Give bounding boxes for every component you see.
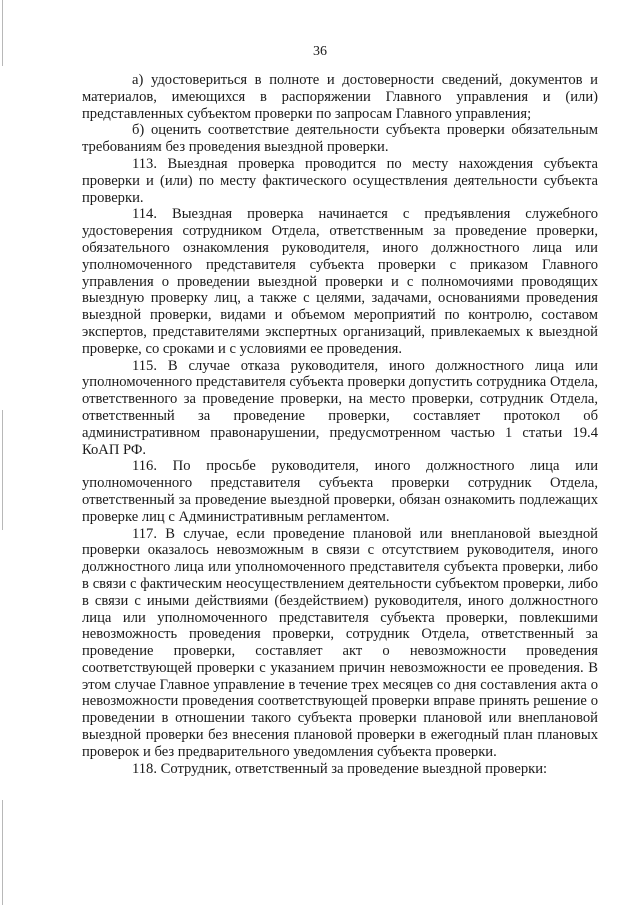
paragraph-113: 113. Выездная проверка проводится по месту нахождения субъекта проверки и (или) по месту фактического осуществления деятельности субъекта проверки. [82, 155, 598, 206]
paragraph-114: 114. Выездная проверка начинается с предъявления служебного удостоверения сотрудником Отдела, ответственным за проведение проверки, обязательного ознакомления руководителя, иного должностного лица или уполномоченного представителя субъекта проверки с приказом Главного управления о проведении выездной проверки и с полномочиями проводящих выездную проверку лиц, а также с целями, задачами, основаниями проведения выездной проверки, видами и объемом мероприятий по контролю, составом экспертов, представителями экспертных организаций, привлекаемых к выездной проверке, со сроками и с условиями ее проведения. [82, 206, 598, 357]
scan-edge-line [2, 800, 3, 905]
page-number: 36 [313, 44, 327, 59]
paragraph-117: 117. В случае, если проведение плановой или внеплановой выездной проверки оказалось невозможным в связи с отсутствием руководителя, иного должностного лица или уполномоченного представителя субъекта проверки, либо в связи с фактическим неосуществлением деятельности субъектом проверки, либо в связи с иными действиями (бездействием) руководителя, иного должностного лица или уполномоченного представителя субъекта проверки, повлекшими невозможность проведения проверки, сотрудник Отдела, ответственный за проведение проверки, составляет акт о невозможности проведения соответствующей проверки с указанием причин невозможности ее проведения. В этом случае Главное управление в течение трех месяцев со дня составления акта о невозможности проведения соответствующей проверки вправе принять решение о проведении в отношении такого субъекта проверки плановой или внеплановой выездной проверки без внесения плановой проверки в ежегодный план плановых проверок и без предварительного уведомления субъекта проверки. [82, 525, 598, 760]
document-body [82, 72, 598, 777]
paragraph-115: 115. В случае отказа руководителя, иного должностного лица или уполномоченного представителя субъекта проверки допустить сотрудника Отдела, ответственного за проведение проверки, на место проверки, сотрудник Отдела, ответственный за проведение проверки, составляет протокол об административном правонарушении, предусмотренном частью 1 статьи 19.4 КоАП РФ. [82, 357, 598, 458]
scan-edge-line [2, 410, 3, 530]
paragraph-a: а) удостовериться в полноте и достоверности сведений, документов и материалов, имеющихся в распоряжении Главного управления и (или) представленных субъектом проверки по запросам Главного управления; [82, 72, 598, 122]
paragraph-b: б) оценить соответствие деятельности субъекта проверки обязательным требованиям без проведения выездной проверки. [82, 122, 598, 156]
paragraph-116: 116. По просьбе руководителя, иного должностного лица или уполномоченного представителя субъекта проверки сотрудник Отдела, ответственный за проведение выездной проверки, обязан ознакомить подлежащих проверке лиц с Административным регламентом. [82, 458, 598, 525]
paragraph-118: 118. Сотрудник, ответственный за проведение выездной проверки: [132, 760, 548, 777]
